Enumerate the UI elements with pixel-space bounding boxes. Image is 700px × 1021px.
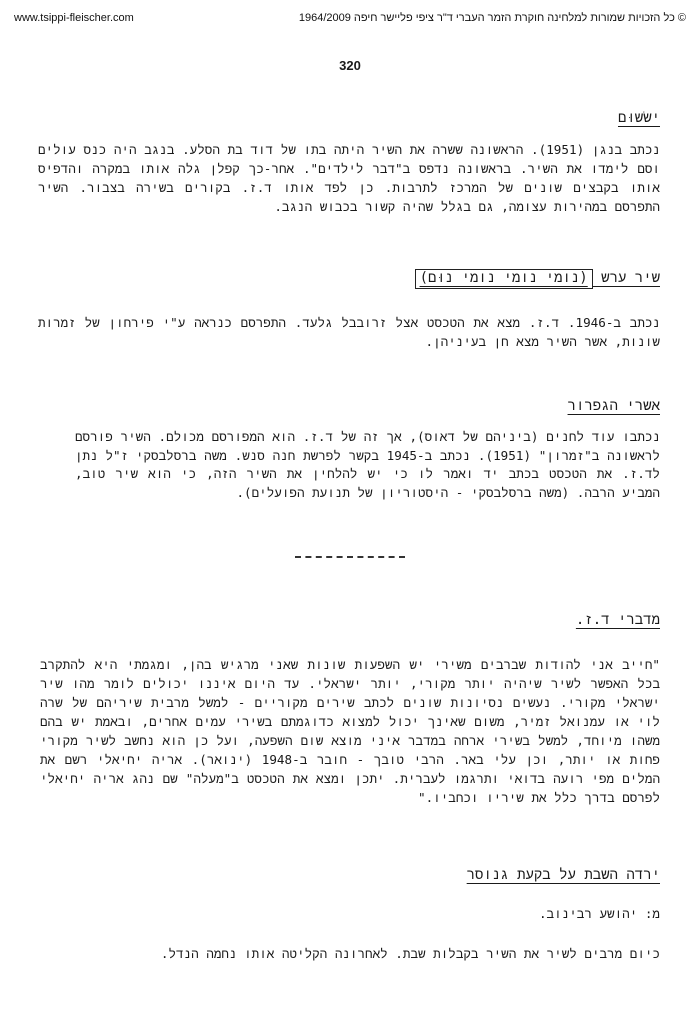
section-title-yissusum: ישׂשוּם [617,110,660,126]
site-url[interactable]: www.tsippi-fleischer.com [14,12,134,24]
section-title-lullaby: שיר ערש (נומי נומי נומי נוּם) [415,270,660,287]
lullaby-title-boxed-part: (נומי נומי נומי נוּם) [415,269,593,289]
page-number: 320 [339,58,361,73]
section-paragraph: נכתבו עוד לחנים (ביניהם של דאוס), אך זה של ד.ז. הוא המפורסם מכולם. השיר פורסם לראשונה ב"זמרון" (1951). נכתב ב-1945 בקשר לפרשת חנה סנש. משה ברסלבסקי ז"ל נתן לד.ז. את הטכסט בכתב יד ואמר לו כי יש להלחין את השיר הזה, כי הוא שיר טוב, המביע הרבה. (משה ברסלבסקי - היסטוריון של תנועת הפועלים). [75,429,660,500]
section-paragraph: "חייב אני להודות שברבים משירי יש השפעות שונות שאני מרגיש בהן, ומגמתי היא להתקרב בכל האפשר לשיר שיהיה יותר מקורי, יותר ישראלי. עד היום איננו יכולים לומר מהו שיר ישראלי מקורי. נעשים נסיונות שונים לכתב שירים מקוריים - למשל מרבית שיריהם של שרה לוי או עמנואל זמיר, משום שאינך יכול למצוא כדוגמתם בשירי עמים אחרים, ובאמת יש בהם משהו מיוחד, למשל בשירי ארחה במדבר איני מוצא שום השפעה, ועל כן הוא נחשב לשיר מקורי פחות או יותר, וכן עלי באר. הרבי טובך - חובר ב-1948 (ינואר). אריה יחיאלי רשם את המלים מפי רועה בדואי ותרגמו לעברית. יתכן ומצא את הטכסט ב"מעלה" שם נהג אריה יחיאלי לפרסם בדרך כלל את שיריו וכחביו." [40,657,660,805]
section-author-line: מ: יהושע רבינוב. [538,906,660,921]
section-title-quote: מדברי ד.ז. [575,612,660,628]
section-divider [295,556,405,558]
section-paragraph: נכתב בנגן (1951). הראשונה ששרה את השיר היתה בתו של דוד בת הסלע. בנגב היה כנס עולים וסם לימדו את השיר. בראשונה נדפס ב"דבר לילדים". אחר-כך קפלן גלה אותו במקרה והדפיס אותו בקבצים שונים של המרכז לתרבות. כן לפד אותו ד.ז. בקורים בשירה בצבור. השיר התפרסם במהירות עצומה, גם בגלל שהיה קשור בכבוש הנגב. [38,142,660,214]
section-paragraph: כיום מרבים לשיר את השיר בקבלות שבת. לאחרונה הקליטה אותו נחמה הנדל. [160,946,660,961]
section-title-shabbat: ירדה השבת על בקעת גנוסר [466,867,660,883]
copyright-notice: © כל הזכויות שמורות למלחינה חוקרת הזמר העברי ד"ר ציפי פליישר חיפה 1964/2009 [298,12,686,24]
section-title-match: אשרי הגפרור [567,398,660,414]
section-paragraph: נכתב ב-1946. ד.ז. מצא את הטכסט אצל זרובבל גלעד. התפרסם כנראה ע"י פירחון של זמרות שונות, אשר השיר מצא חן בעיניהן. [38,315,660,349]
